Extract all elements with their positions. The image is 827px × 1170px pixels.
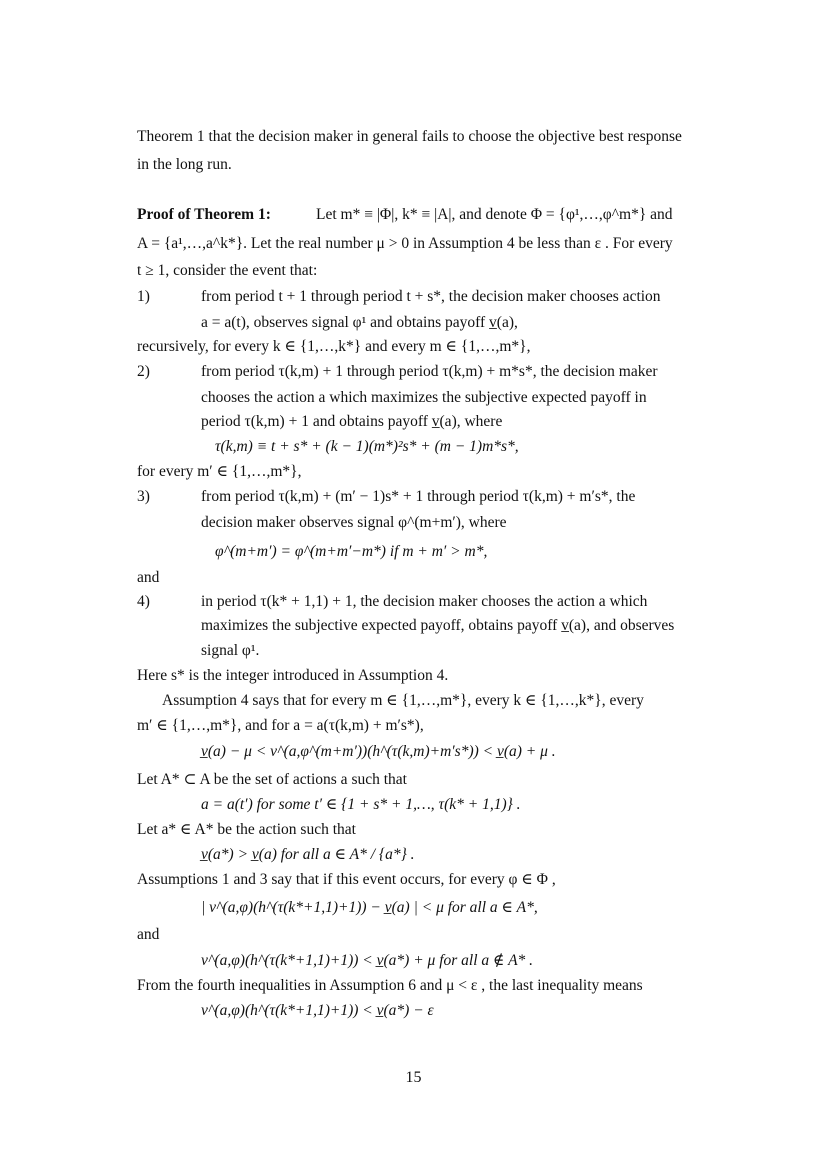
text-line: Let a* ∈ A* be the action such that bbox=[137, 821, 356, 838]
text-line: from period τ(k,m) + 1 through period τ(k,m) + m*s*, the decision maker bbox=[201, 363, 658, 380]
text-line: Here s* is the integer introduced in Assumption 4. bbox=[137, 667, 449, 684]
text-line: From the fourth inequalities in Assumption 6 and μ < ε , the last inequality means bbox=[137, 977, 643, 994]
list-number: 4) bbox=[137, 593, 150, 610]
text-line: and bbox=[137, 926, 160, 943]
text-line: in the long run. bbox=[137, 156, 232, 173]
list-number: 2) bbox=[137, 363, 150, 380]
text-line: period τ(k,m) + 1 and obtains payoff v̲(a), where bbox=[201, 413, 503, 430]
text-line: from period τ(k,m) + (m′ − 1)s* + 1 through period τ(k,m) + m′s*, the bbox=[201, 488, 636, 505]
text-line: Let m* ≡ |Φ|, k* ≡ |A|, and denote Φ = {φ¹,…,φ^m*} and bbox=[316, 206, 673, 223]
text-line: Let A* ⊂ A be the set of actions a such that bbox=[137, 771, 407, 788]
text-line: for every m′ ∈ {1,…,m*}, bbox=[137, 463, 302, 480]
text-line: Assumptions 1 and 3 say that if this event occurs, for every φ ∈ Φ , bbox=[137, 871, 556, 888]
equation: v̲(a) − μ < v^(a,φ^(m+m′))(h^(τ(k,m)+m′s*)) < v̲(a) + μ . bbox=[201, 743, 556, 760]
equation: v̲(a*) > v̲(a) for all a ∈ A* / {a*} . bbox=[201, 846, 415, 863]
text-line: A = {a¹,…,a^k*}. Let the real number μ > 0 in Assumption 4 be less than ε . For every bbox=[137, 235, 673, 252]
page-number: 15 bbox=[405, 1069, 422, 1086]
equation: v^(a,φ)(h^(τ(k*+1,1)+1)) < v̲(a*) + μ for all a ∉ A* . bbox=[201, 952, 534, 969]
text-line: t ≥ 1, consider the event that: bbox=[137, 262, 318, 279]
text-line: Theorem 1 that the decision maker in general fails to choose the objective best response bbox=[137, 128, 682, 145]
equation: | v^(a,φ)(h^(τ(k*+1,1)+1)) − v̲(a) | < μ for all a ∈ A*, bbox=[201, 899, 538, 916]
text-line: decision maker observes signal φ^(m+m′), where bbox=[201, 514, 507, 531]
equation: a = a(t′) for some t′ ∈ {1 + s* + 1,…, τ(k* + 1,1)} . bbox=[201, 796, 521, 813]
list-number: 1) bbox=[137, 288, 150, 305]
proof-heading: Proof of Theorem 1: bbox=[137, 206, 271, 223]
list-number: 3) bbox=[137, 488, 150, 505]
equation: φ^(m+m′) = φ^(m+m′−m*) if m + m′ > m*, bbox=[215, 543, 488, 560]
equation: τ(k,m) ≡ t + s* + (k − 1)(m*)²s* + (m − 1)m*s*, bbox=[215, 438, 519, 455]
equation: v^(a,φ)(h^(τ(k*+1,1)+1)) < v̲(a*) − ε bbox=[201, 1002, 434, 1019]
text-line: from period t + 1 through period t + s*, the decision maker chooses action bbox=[201, 288, 661, 305]
text-line: and bbox=[137, 569, 160, 586]
text-line: maximizes the subjective expected payoff, obtains payoff v̲(a), and observes bbox=[201, 617, 675, 634]
text-line: Assumption 4 says that for every m ∈ {1,…,m*}, every k ∈ {1,…,k*}, every bbox=[162, 692, 644, 709]
text-line: chooses the action a which maximizes the subjective expected payoff in bbox=[201, 389, 647, 406]
text-line: recursively, for every k ∈ {1,…,k*} and every m ∈ {1,…,m*}, bbox=[137, 338, 531, 355]
text-line: in period τ(k* + 1,1) + 1, the decision maker chooses the action a which bbox=[201, 593, 648, 610]
text-line: signal φ¹. bbox=[201, 642, 260, 659]
text-line: m′ ∈ {1,…,m*}, and for a = a(τ(k,m) + m′s*), bbox=[137, 717, 424, 734]
text-line: a = a(t), observes signal φ¹ and obtains payoff v̲(a), bbox=[201, 314, 518, 331]
